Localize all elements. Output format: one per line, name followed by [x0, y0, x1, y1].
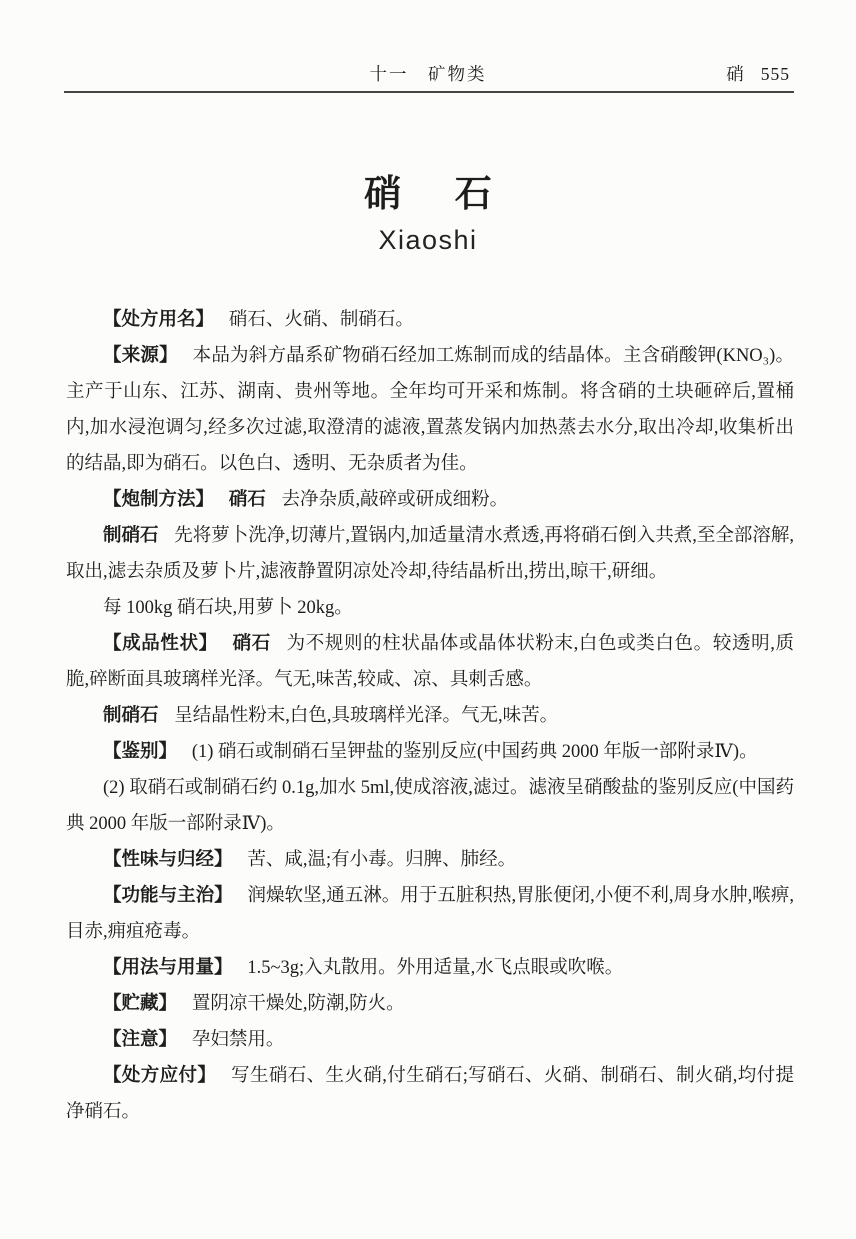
header-rule: [64, 91, 794, 93]
para-text: 苦、咸,温;有小毒。归脾、肺经。: [247, 850, 517, 871]
para-dispensing-rules: [66, 1058, 794, 1130]
para-text: 本品为斜方晶系矿物硝石经加工炼制而成的结晶体。主含硝酸钾(KNO₃)。主产于山东、江苏、湖南、贵州等地。全年均可开采和炼制。将含硝的土块砸碎后,置桶内,加水浸泡调匀,经多次过滤,取澄清的滤液,置蒸发锅内加热蒸去水分,取出冷却,收集析出的结晶,即为硝石。以色白、透明、无杂质者为佳。: [66, 346, 794, 475]
section-label: 【处方用名】: [103, 310, 215, 331]
section-label: 【注意】: [103, 1030, 178, 1051]
para-text: 为不规则的柱状晶体或晶体状粉末,白色或类白色。较透明,质脆,碎断面具玻璃样光泽。气无,味苦,较咸、凉、具刺舌感。: [66, 634, 794, 691]
section-label: 【贮藏】: [103, 994, 178, 1015]
section-label: 【鉴别】: [103, 742, 178, 763]
para-text: (1) 硝石或制硝石呈钾盐的鉴别反应(中国药典 2000 年版一部附录Ⅳ)。: [191, 742, 758, 763]
drug-title: 硝石: [364, 174, 546, 215]
chapter-heading: 十一 矿物类: [369, 64, 487, 84]
para-identification-1: [66, 734, 794, 770]
para-text: 每 100kg 硝石块,用萝卜 20kg。: [103, 598, 353, 619]
para-caution: [66, 1022, 794, 1058]
para-text: 硝石、火硝、制硝石。: [228, 310, 414, 331]
para-ingredient-ratio: [66, 590, 794, 626]
para-processing-method: [66, 482, 794, 518]
para-text: 1.5~3g;入丸散用。外用适量,水飞点眼或吹喉。: [247, 958, 624, 979]
para-dosage-usage: [66, 950, 794, 986]
para-text: 呈结晶性粉末,白色,具玻璃样光泽。气无,味苦。: [174, 706, 559, 727]
sub-label: 硝石: [232, 634, 271, 655]
section-label: 【炮制方法】: [103, 490, 215, 511]
para-processed-niter-method: [66, 518, 794, 590]
running-head: [0, 0, 856, 88]
section-label: 【功能与主治】: [103, 886, 233, 907]
para-product-properties: [66, 626, 794, 698]
sub-label: 制硝石: [103, 706, 159, 727]
section-label: 【来源】: [103, 346, 178, 367]
para-processed-properties: [66, 698, 794, 734]
para-identification-2: [66, 770, 794, 842]
para-text: 写生硝石、生火硝,付生硝石;写硝石、火硝、制硝石、制火硝,均付提净硝石。: [66, 1066, 794, 1123]
section-label: 【性味与归经】: [103, 850, 233, 871]
para-text: 先将萝卜洗净,切薄片,置锅内,加适量清水煮透,再将硝石倒入共煮,至全部溶解,取出,滤去杂质及萝卜片,滤液静置阴凉处冷却,待结晶析出,捞出,晾干,研细。: [66, 526, 794, 583]
para-prescription-names: [66, 302, 794, 338]
para-storage: [66, 986, 794, 1022]
drug-pinyin: Xiaoshi: [378, 225, 478, 256]
section-label: 【处方应付】: [103, 1066, 217, 1087]
para-text: 润燥软坚,通五淋。用于五脏积热,胃胀便闭,小便不利,周身水肿,喉痹,目赤,痈疽疮毒。: [66, 886, 794, 943]
para-source: [66, 338, 794, 482]
sub-label: 制硝石: [103, 526, 159, 547]
folio: [726, 62, 790, 86]
section-label: 【用法与用量】: [103, 958, 233, 979]
section-label: 【成品性状】: [103, 634, 218, 655]
para-text: 孕妇禁用。: [191, 1030, 285, 1051]
para-taste-meridian: [66, 842, 794, 878]
para-text: 置阴凉干燥处,防潮,防火。: [191, 994, 405, 1015]
running-head-word: 硝: [726, 64, 745, 84]
para-text: 去净杂质,敲碎或研成细粉。: [281, 490, 509, 511]
para-functions-indications: [66, 878, 794, 950]
page-number: 555: [760, 64, 790, 84]
monograph-body: [0, 302, 856, 1130]
para-text: (2) 取硝石或制硝石约 0.1g,加水 5ml,使成溶液,滤过。滤液呈硝酸盐的鉴别反应(中国药典 2000 年版一部附录Ⅳ)。: [66, 778, 794, 835]
sub-label: 硝石: [228, 490, 266, 511]
